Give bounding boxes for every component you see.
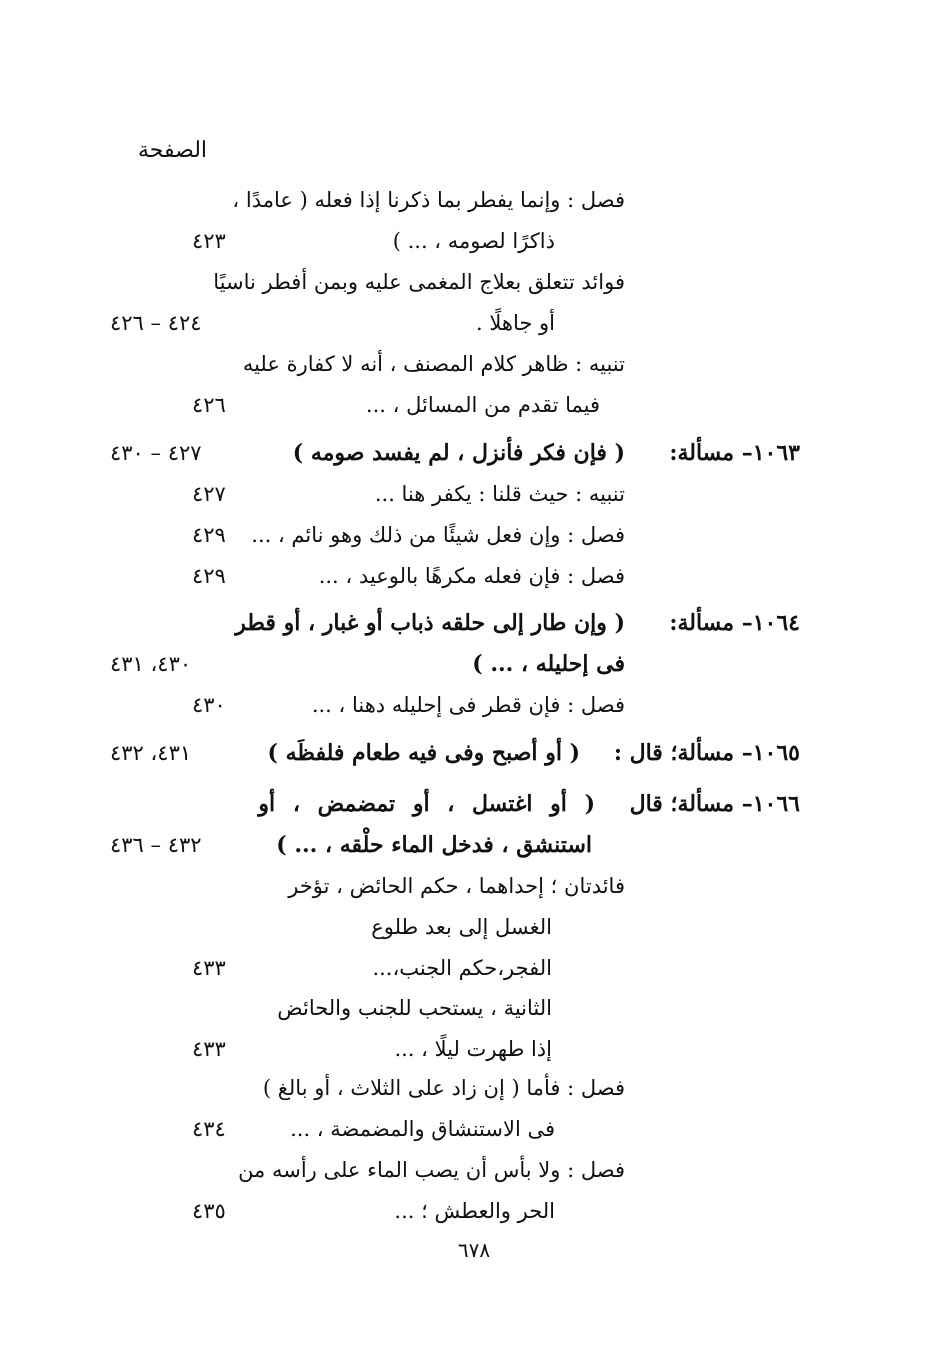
entry-text: فصل : فأما ( إن زاد على الثلاث ، أو بالغ ): [262, 1076, 625, 1100]
index-entry: [110, 180, 800, 220]
entry-text: فائدتان ؛ إحداهما ، حكم الحائض ، تؤخر: [288, 874, 625, 898]
index-entry-masala: [110, 603, 800, 643]
index-entry: [110, 948, 800, 988]
index-entry: [110, 1068, 800, 1108]
masala-number: ١٠٦٤– مسألة:: [669, 610, 800, 636]
index-entry: [110, 907, 800, 947]
index-entry: [110, 262, 800, 302]
entry-pages: ٤٣١، ٤٣٢: [110, 741, 192, 765]
index-entry: [110, 988, 800, 1028]
index-entry: [110, 1150, 800, 1190]
entry-pages: ٤٢٣: [192, 229, 226, 253]
index-entry: [110, 385, 800, 425]
entry-text: الحر والعطش ؛ ...: [394, 1199, 555, 1223]
index-entry: [110, 1029, 800, 1069]
index-entry-masala: [110, 733, 800, 773]
entry-pages: ٤٣٣: [192, 1037, 226, 1061]
entry-text: تنبيه : ظاهر كلام المصنف ، أنه لا كفارة عليه: [242, 352, 625, 376]
index-entry: [110, 1109, 800, 1149]
entry-text: فصل : وإن فعل شيئًا من ذلك وهو نائم ، ...: [251, 523, 625, 547]
entry-text: فصل : وإنما يفطر بما ذكرنا إذا فعله ( عامدًا ،: [232, 188, 625, 212]
entry-text: فيما تقدم من المسائل ، ...: [365, 393, 600, 417]
entry-pages: ٤٣٢ – ٤٣٦: [110, 833, 202, 857]
entry-pages: ٤٣٣: [192, 956, 226, 980]
entry-text: ( أو أصبح وفى فيه طعام فلفظَه ): [267, 740, 580, 766]
entry-pages: ٤٣٠، ٤٣١: [110, 652, 192, 676]
entry-text: تنبيه : حيث قلنا : يكفر هنا ...: [374, 482, 625, 506]
index-entry: [110, 825, 800, 865]
entry-text: الثانية ، يستحب للجنب والحائض: [277, 996, 552, 1020]
index-entry: [110, 866, 800, 906]
entry-text: الغسل إلى بعد طلوع: [371, 915, 552, 939]
entry-text: ( فإن فكر فأنزل ، لم يفسد صومه ): [292, 440, 625, 466]
entry-text: فى إحليله ، ... ): [472, 651, 625, 677]
entry-pages: ٤٢٧ – ٤٣٠: [110, 441, 202, 465]
masala-number: ١٠٦٣– مسألة:: [669, 440, 800, 466]
index-entry: [110, 344, 800, 384]
entry-text: ( وإن طار إلى حلقه ذباب أو غبار ، أو قطر: [235, 610, 625, 636]
index-entry: [110, 221, 800, 261]
index-entry: [110, 644, 800, 684]
entry-text: فصل : فإن قطر فى إحليله دهنا ، ...: [311, 693, 625, 717]
entry-pages: ٤٣٥: [192, 1199, 226, 1223]
index-entry: [110, 556, 800, 596]
entry-text: ( أو اغتسل ، أو تمضمض ، أو: [258, 791, 595, 817]
index-entry-masala: [110, 433, 800, 473]
index-entry: [110, 685, 800, 725]
entry-pages: ٤٢٦: [192, 393, 226, 417]
masala-number: ١٠٦٦– مسألة؛ قال: [629, 791, 800, 817]
entry-pages: ٤٢٤ – ٤٢٦: [110, 311, 202, 335]
masala-number: ١٠٦٥– مسألة؛ قال :: [613, 740, 800, 766]
index-entry: [110, 515, 800, 555]
entry-text: فصل : فإن فعله مكرهًا بالوعيد ، ...: [318, 564, 625, 588]
page-number: ٦٧٨: [457, 1238, 491, 1262]
entry-pages: ٤٢٩: [192, 523, 226, 547]
index-entry: [110, 474, 800, 514]
entry-text: ذاكرًا لصومه ، ... ): [392, 229, 555, 253]
entry-text: فى الاستنشاق والمضمضة ، ...: [290, 1117, 555, 1141]
index-entry: [110, 1191, 800, 1231]
index-entry-masala: [110, 784, 800, 824]
index-entry: [110, 303, 800, 343]
entry-text: إذا طهرت ليلًا ، ...: [394, 1037, 552, 1061]
entry-pages: ٤٢٩: [192, 564, 226, 588]
entry-pages: ٤٢٧: [192, 482, 226, 506]
entry-pages: ٤٣٠: [192, 693, 226, 717]
entry-text: الفجر،حكم الجنب،...: [372, 956, 552, 980]
entry-text: فصل : ولا بأس أن يصب الماء على رأسه من: [238, 1158, 625, 1182]
entry-text: أو جاهلًا .: [476, 311, 555, 335]
entry-pages: ٤٣٤: [192, 1117, 226, 1141]
entry-text: استنشق ، فدخل الماء حلْقه ، ... ): [276, 832, 592, 858]
entry-text: فوائد تتعلق بعلاج المغمى عليه وبمن أفطر ناسيًا: [213, 270, 625, 294]
page-column-header: الصفحة: [138, 138, 208, 163]
